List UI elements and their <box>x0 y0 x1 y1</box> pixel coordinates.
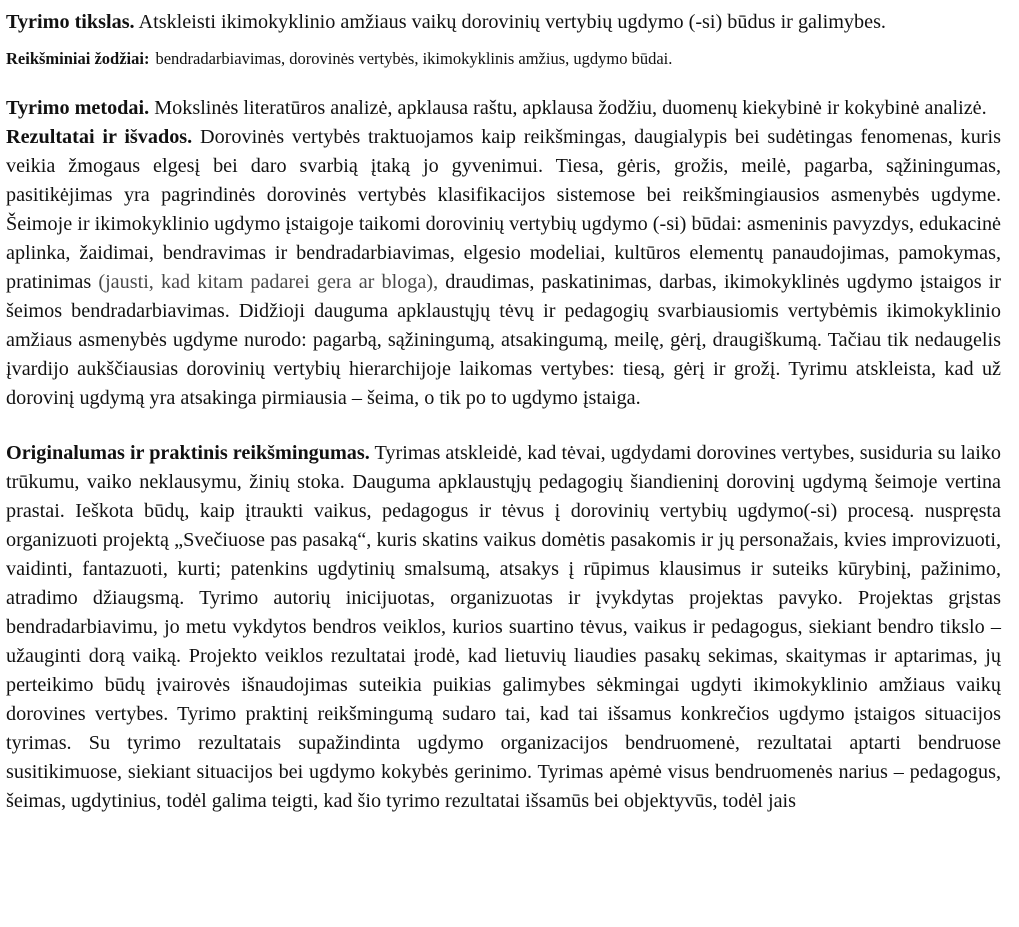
methods-label: Tyrimo metodai. <box>6 97 150 119</box>
keywords-label: Reikšminiai žodžiai: <box>6 49 150 68</box>
originality-label: Originalumas ir praktinis reikšmingumas. <box>6 442 370 464</box>
results-text-part1: Dorovinės vertybės traktuojamos kaip reikšmingas, daugialypis bei sudėtingas fenomenas, kuris veikia žmogaus elgesį bei daro svarbią įtaką jo gyvenimui. Tiesa, gėris, grožis, meilė, pagarba, sąžiningumas, pasitikėjimas yra pagrindinės dorovinės vertybės klasifikacijos sistemose bei reikšmingiausios asmenybės ugdyme. Šeimoje ir ikimokyklinio ugdymo įstaigoje taikomi dorovinių vertybių ugdymo (-si) būdai: asmeninis pavyzdys, edukacinė aplinka, žaidimai, bendravimas ir bendradarbiavimas, elgesio modeliai, kultūros elementų panaudojimas, pamokymas, pratinimas <box>6 126 1001 293</box>
methods-paragraph <box>6 94 1001 123</box>
results-text-part2: draudimas, paskatinimas, darbas, ikimokyklinės ugdymo įstaigos ir šeimos bendradarbiavimas. Didžioji dauguma apklaustųjų tėvų ir pedagogių svarbiausiomis vertybėmis ikimokyklinio amžiaus asmenybės ugdyme nurodo: pagarbą, sąžiningumą, atsakingumą, meilę, gėrį, draugiškumą. Tačiau tik nedaugelis įvardijo aukščiausias dorovinių vertybių hierarchijoje laikomas vertybes: tiesą, gėrį ir grožį. Tyrimu atskleista, kad už dorovinį ugdymą yra atsakinga pirmiausia – šeima, o tik po to ugdymo įstaiga. <box>6 271 1002 409</box>
keywords-text: bendradarbiavimas, dorovinės vertybės, ikimokyklinis amžius, ugdymo būdai. <box>155 49 673 68</box>
keywords-paragraph <box>6 48 1001 70</box>
aim-label: Tyrimo tikslas. <box>6 11 135 33</box>
aim-paragraph <box>6 6 1001 38</box>
results-text-muted: (jausti, kad kitam padarei gera ar bloga), <box>98 271 439 293</box>
originality-text: Tyrimas atskleidė, kad tėvai, ugdydami dorovines vertybes, susiduria su laiko trūkumu, vaiko neklausymu, žinių stoka. Dauguma apklaustųjų pedagogių šiandieninį dorovinį ugdymą šeimoje vertina prastai. Ieškota būdų, kaip įtraukti vaikus, pedagogus ir tėvus į dorovinių vertybių ugdymo(-si) procesą. nuspręsta organizuoti projektą „Svečiuose pas pasaką“, kuris skatins vaikus domėtis pasakomis ir jų personažais, kvies improvizuoti, vaidinti, fantazuoti, kurti; patenkins ugdytinių smalsumą, atsakys į rūpimus klausimus ir suteiks kūrybinį, pažinimo, atradimo džiaugsmą. Tyrimo autorių inicijuotas, organizuotas ir įvykdytas projektas pavyko. Projektas grįstas bendradarbiavimu, jo metu vykdytos bendros veiklos, kurios suartino tėvus, vaikus ir pedagogus, siekiant bendro tikslo – užauginti dorą vaiką. Projekto veiklos rezultatai įrodė, kad lietuvių liaudies pasakų sekimas, skaitymas ir aptarimas, jų perteikimo būdų įvairovės išnaudojimas suteikia puikias galimybes sėkmingai ugdyti ikimokyklinio amžiaus vaikų dorovines vertybes. Tyrimo praktinį reikšmingumą sudaro tai, kad tai išsamus konkrečios ugdymo įstaigos situacijos tyrimas. Su tyrimo rezultatais supažindinta ugdymo organizacijos bendruomenė, rezultatai aptarti bendruose susitikimuose, siekiant situacijos bei ugdymo kokybės gerinimo. Tyrimas apėmė visus bendruomenės narius – pedagogus, šeimas, ugdytinius, todėl galima teigti, kad šio tyrimo rezultatai išsamūs bei objektyvūs, todėl jais <box>6 442 1002 812</box>
results-label: Rezultatai ir išvados. <box>6 126 193 148</box>
aim-text: Atskleisti ikimokyklinio amžiaus vaikų dorovinių vertybių ugdymo (-si) būdus ir galimybes. <box>138 11 886 33</box>
methods-text: Mokslinės literatūros analizė, apklausa raštu, apklausa žodžiu, duomenų kiekybinė ir kokybinė analizė. <box>154 97 987 119</box>
originality-paragraph <box>6 439 1001 816</box>
document-page <box>6 6 1001 816</box>
results-paragraph <box>6 123 1001 413</box>
